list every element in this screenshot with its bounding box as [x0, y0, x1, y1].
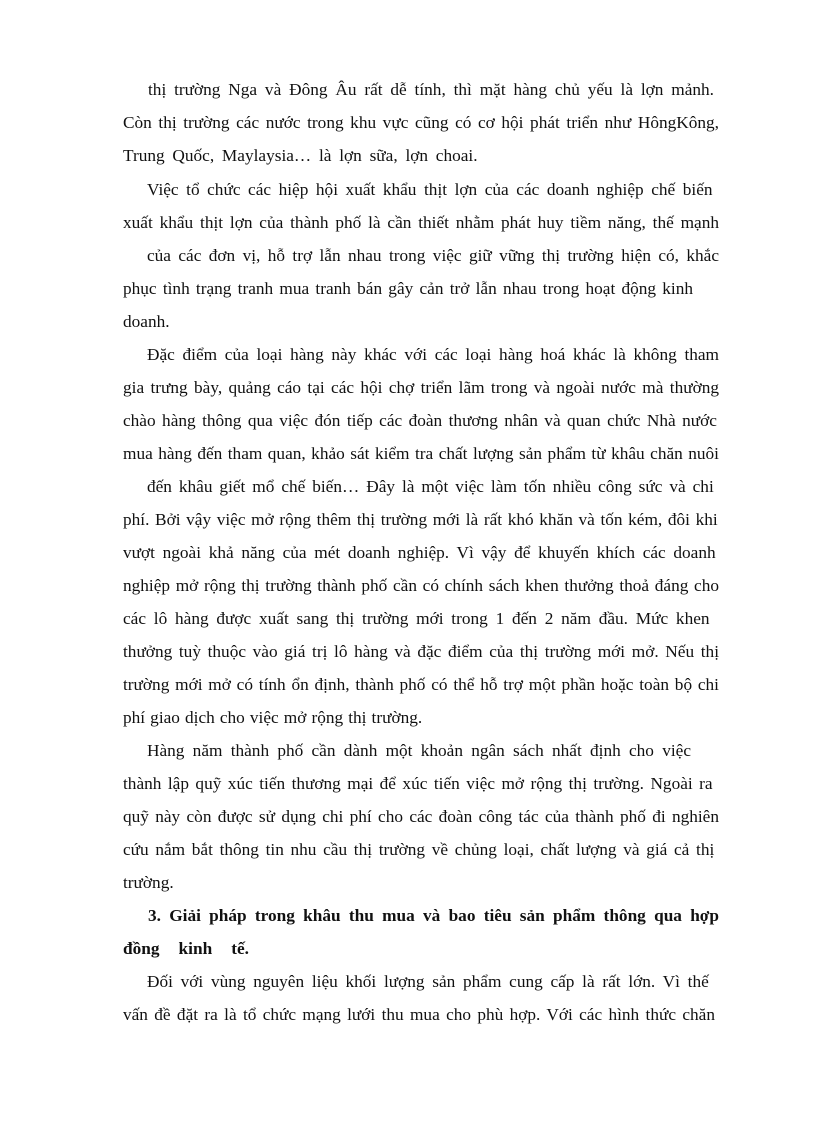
text-line: chào hàng thông qua việc đón tiếp các đoàn thương nhân và quan chức Nhà nước [123, 411, 717, 430]
text-line: trường mới mở có tính ổn định, thành phố có thể hỗ trợ một phần hoặc toàn bộ chi [123, 675, 719, 694]
text-line: gia trưng bày, quảng cáo tại các hội chợ triển lãm trong và ngoài nước mà thường [123, 378, 719, 397]
text-line: thành lập quỹ xúc tiến thương mại để xúc tiến việc mở rộng thị trường. Ngoài ra [123, 774, 713, 793]
text-line: phục tình trạng tranh mua tranh bán gây cản trở lẫn nhau trong hoạt động kinh [123, 279, 693, 298]
text-line: Việc tổ chức các hiệp hội xuất khẩu thịt lợn của các doanh nghiệp chế biến [147, 180, 713, 199]
text-line: của các đơn vị, hỗ trợ lẫn nhau trong việc giữ vững thị trường hiện có, khắc [147, 246, 719, 265]
text-line: mua hàng đến tham quan, khảo sát kiểm tra chất lượng sản phẩm từ khâu chăn nuôi [123, 444, 719, 463]
text-line: cứu nắm bắt thông tin nhu cầu thị trường về chủng loại, chất lượng và giá cả thị [123, 840, 715, 859]
text-line: doanh. [123, 312, 170, 331]
text-line: quỹ này còn được sử dụng chi phí cho các đoàn công tác của thành phố đi nghiên [123, 807, 719, 826]
text-line: nghiệp mở rộng thị trường thành phố cần có chính sách khen thưởng thoả đáng cho [123, 576, 719, 595]
text-line: phí. Bởi vậy việc mở rộng thêm thị trường mới là rất khó khăn và tốn kém, đôi khi [123, 510, 718, 529]
text-line: trường. [123, 873, 174, 892]
text-line: Đặc điểm của loại hàng này khác với các loại hàng hoá khác là không tham [147, 345, 719, 364]
text-line: phí giao dịch cho việc mở rộng thị trường. [123, 708, 423, 727]
text-line: thị trường Nga và Đông Âu rất dễ tính, thì mặt hàng chủ yếu là lợn mảnh. [148, 80, 714, 99]
text-line: đến khâu giết mổ chế biến… Đây là một việc làm tốn nhiều công sức và chi [147, 477, 714, 496]
section-heading: 3. Giải pháp trong khâu thu mua và bao tiêu sản phẩm thông qua hợp [148, 906, 719, 925]
section-heading-cont: đồng kinh tế. [123, 939, 249, 958]
text-line: xuất khẩu thịt lợn của thành phố là cần thiết nhằm phát huy tiềm năng, thế mạnh [123, 213, 719, 232]
text-line: Còn thị trường các nước trong khu vực cũng có cơ hội phát triển như HôngKông, [123, 113, 719, 132]
text-line: vấn đề đặt ra là tổ chức mạng lưới thu mua cho phù hợp. Với các hình thức chăn [123, 1005, 715, 1024]
text-line: các lô hàng được xuất sang thị trường mới trong 1 đến 2 năm đầu. Mức khen [123, 609, 710, 628]
text-line: vượt ngoài khả năng của mét doanh nghiệp. Vì vậy để khuyến khích các doanh [123, 543, 716, 562]
text-line: Hàng năm thành phố cần dành một khoản ngân sách nhất định cho việc [147, 741, 691, 760]
text-line: Trung Quốc, Maylaysia… là lợn sữa, lợn choai. [123, 146, 478, 165]
text-line: Đối với vùng nguyên liệu khối lượng sản phẩm cung cấp là rất lớn. Vì thế [147, 972, 709, 991]
text-line: thưởng tuỳ thuộc vào giá trị lô hàng và đặc điểm của thị trường mới mở. Nếu thị [123, 642, 719, 661]
